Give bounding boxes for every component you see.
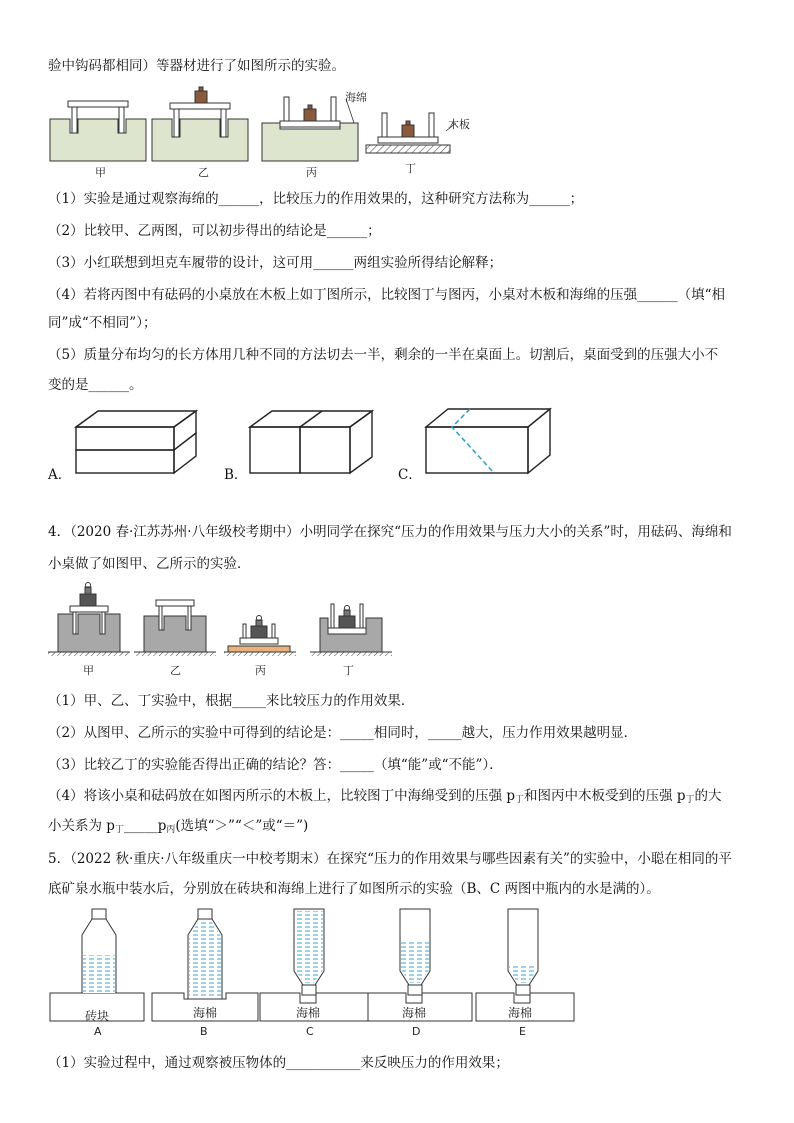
figure-cut-blocks (48, 405, 558, 480)
q4-item-3: （3）比较乙丁的实验能否得出正确的结论？答：_____（填“能”或“不能”）． (48, 757, 503, 773)
q4-4b-mid: _____p (123, 818, 167, 834)
block-b (250, 411, 372, 473)
q4-4b-sub2: 丙 (166, 825, 176, 835)
fig4-label-a: A (94, 1025, 102, 1038)
figure-table-weights (48, 580, 393, 660)
q4-title-b: 小桌做了如图甲、乙所示的实验． (48, 556, 251, 572)
fig2-label-a: A． (48, 467, 72, 483)
fig3-label-bing: 丙 (255, 664, 266, 677)
q4-4a-mid: 和图丙中木板受到的压强 p (524, 788, 686, 804)
q4-4a-post: 的大 (694, 788, 722, 804)
fig1-ding (366, 113, 456, 153)
fig1-label-jia: 甲 (95, 166, 106, 179)
label-sponge: 海绵 (345, 91, 367, 104)
fig3-yi (134, 600, 216, 656)
fig2-label-b: B． (224, 467, 248, 483)
q4-4b-sub1: 丁 (114, 825, 124, 835)
base-label-c: 海棉 (296, 1006, 321, 1020)
fig1-label-yi: 乙 (198, 166, 209, 179)
q4-item-1: （1）甲、乙、丁实验中，根据_____来比较压力的作用效果． (48, 693, 415, 709)
q5-title-a: 5．（2022 秋·重庆·八年级重庆一中校考期末）在探究“压力的作用效果与哪些因素有关”的实验中，小聪在相同的平 (48, 851, 732, 867)
base-label-d: 海棉 (402, 1006, 427, 1020)
fig4-label-c: C (306, 1025, 314, 1038)
block-c (426, 409, 550, 473)
label-board: 木板 (448, 118, 470, 131)
q3-item-1: （1）实验是通过观察海绵的______，比较压力的作用效果的，这种研究方法称为______； (48, 191, 584, 207)
fig4-label-b: B (200, 1025, 208, 1038)
q3-item-5b: 变的是______。 (48, 377, 143, 393)
q3-item-2: （2）比较甲、乙两图，可以初步得出的结论是______； (48, 223, 381, 239)
fig3-jia (48, 583, 130, 657)
q4-4a-sub2: 丁 (685, 795, 695, 805)
fig3-label-yi: 乙 (170, 664, 181, 677)
fig3-label-ding: 丁 (343, 664, 354, 677)
base-label-b: 海棉 (193, 1006, 218, 1020)
block-a (76, 411, 196, 473)
fig3-label-jia: 甲 (83, 664, 94, 677)
fig1-yi (152, 87, 248, 161)
base-label-e: 海棉 (508, 1006, 533, 1020)
fig2-label-c: C． (398, 467, 422, 483)
q4-item-4b (48, 817, 308, 839)
fig4-label-d: D (412, 1025, 421, 1038)
q4-item-2: （2）从图甲、乙所示的实验中可得到的结论是：_____相同时，_____越大，压力作用效果越明显． (48, 725, 638, 741)
cut-dash-line (452, 409, 494, 473)
fig1-label-bing: 丙 (306, 166, 317, 179)
q4-item-4a (48, 787, 722, 809)
fig1-label-ding: 丁 (405, 162, 416, 175)
base-label-a: 砖块 (85, 1009, 110, 1023)
q3-item-3: （3）小红联想到坦克车履带的设计，这可用______两组实验所得结论解释； (48, 255, 503, 271)
fig3-bing (224, 616, 296, 657)
intro-line: 验中钩码都相同）等器材进行了如图所示的实验。 (48, 58, 345, 74)
q4-4b-pre: 小关系为 p (48, 818, 115, 834)
q5-title-b: 底矿泉水瓶中装水后，分别放在砖块和海绵上进行了如图所示的实验（B、C 两图中瓶内的水是满的）。 (48, 881, 660, 897)
q3-item-4b: 同”成“不相同”）； (48, 315, 157, 331)
q4-4b-post: (选填“＞”“＜”或“＝”) (175, 818, 309, 834)
bottle-a (50, 909, 144, 1021)
q3-item-4a: （4）若将丙图中有砝码的小桌放在木板上如丁图所示，比较图丁与图丙，小桌对木板和海绵的压强______（填“相 (48, 287, 725, 303)
q5-item-1: （1）实验过程中，通过观察被压物体的___________来反映压力的作用效果； (48, 1055, 509, 1071)
fig3-ding (310, 604, 392, 656)
q4-4a-sub1: 丁 (515, 795, 525, 805)
q3-item-5a: （5）质量分布均匀的长方体用几种不同的方法切去一半，剩余的一半在桌面上。切割后，桌面受到的压强大小不 (48, 347, 719, 363)
fig4-label-e: E (519, 1025, 526, 1038)
q4-title-a: 4．（2020 春·江苏苏州·八年级校考期中）小明同学在探究“压力的作用效果与压力大小的关系”时，用砝码、海绵和 (48, 524, 732, 540)
q4-4a-pre: （4）将该小桌和砝码放在如图丙所示的木板上，比较图丁中海绵受到的压强 p (48, 788, 516, 804)
fig1-jia (50, 101, 146, 161)
fig1-bing (262, 97, 358, 161)
